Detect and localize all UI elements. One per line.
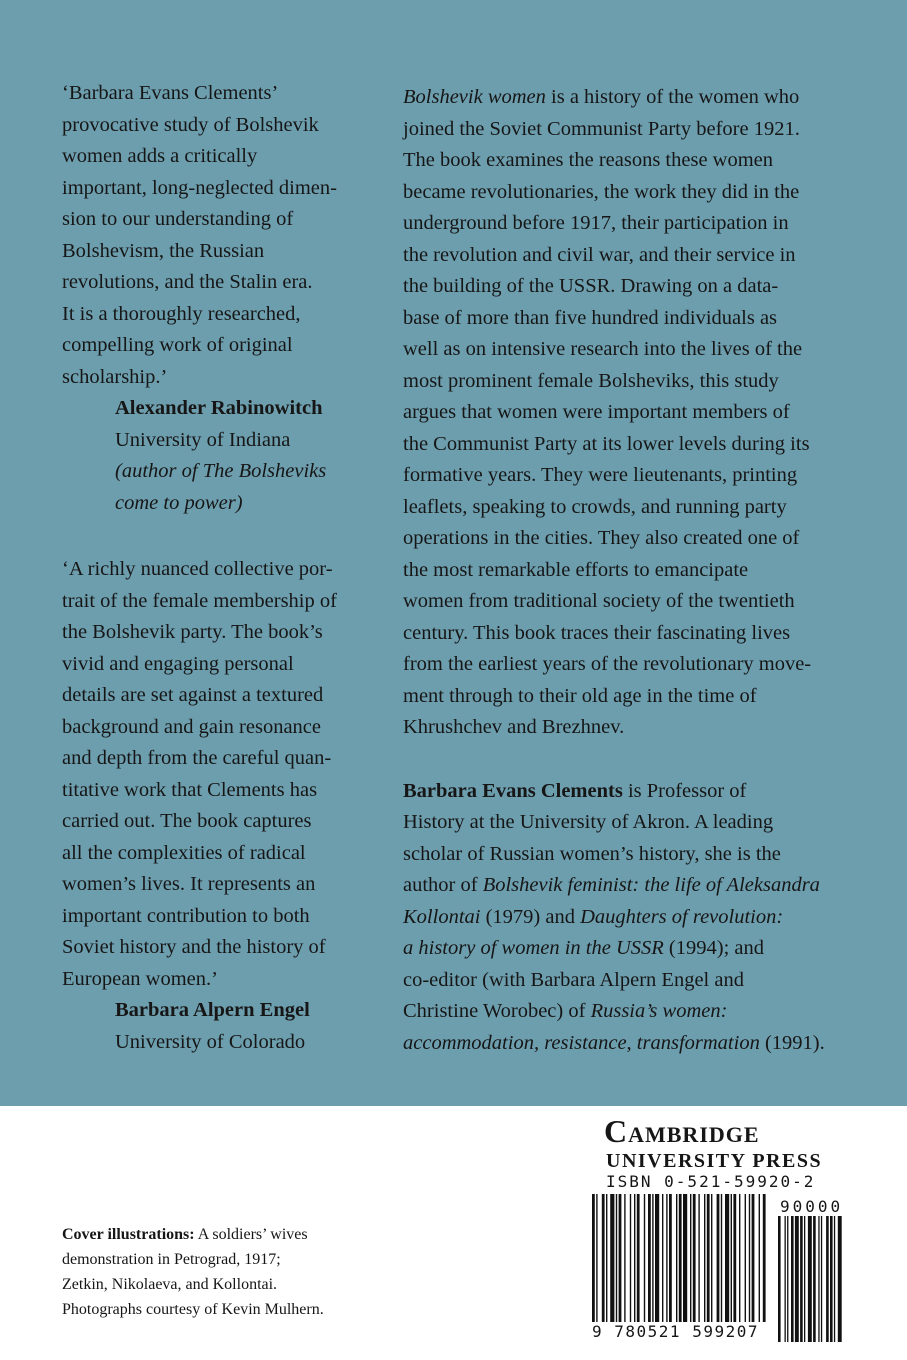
quote-line: important contribution to both (62, 904, 310, 927)
quote-line: the Bolshevik party. The book’s (62, 621, 323, 643)
desc-line: base of more than five hundred individuals as (403, 306, 778, 329)
desc-line: argues that women were important members of (403, 401, 790, 423)
desc-line: Bolshevik women is a history of the women who (403, 86, 800, 108)
desc-line: ment through to their old age in the time of (403, 684, 757, 707)
barcode-bar (759, 1194, 760, 1322)
barcode-bar (619, 1194, 622, 1322)
quote-line: carried out. The book captures (62, 810, 312, 832)
addon-bar (830, 1216, 833, 1342)
barcode-bar (602, 1194, 605, 1322)
addon-bar (826, 1216, 829, 1342)
quote-line: ‘A richly nuanced collective por- (62, 558, 333, 580)
barcode-bar (637, 1194, 640, 1322)
quote-line: revolutions, and the Stalin era. (62, 271, 313, 293)
desc-line: underground before 1917, their participation in (403, 212, 789, 234)
credit-line: Cover illustrations: A soldiers’ wives (62, 1226, 308, 1243)
barcode-bar (669, 1194, 672, 1322)
quote-line: important, long-neglected dimen- (62, 176, 337, 199)
quote-rabinowitch (62, 78, 382, 519)
addon-bar (791, 1216, 794, 1342)
barcode-bar (648, 1194, 651, 1322)
bio-line: Kollontai (1979) and Daughters of revolution: (403, 905, 784, 928)
quote-line: Soviet history and the history of (62, 936, 326, 958)
addon-bar (818, 1216, 819, 1342)
desc-line: the revolution and civil war, and their service in (403, 243, 796, 266)
desc-line: leaflets, speaking to crowds, and running party (403, 495, 787, 518)
isbn-label: ISBN 0-521-59920-2 (606, 1172, 816, 1191)
bio-line: co-editor (with Barbara Alpern Engel and (403, 968, 744, 991)
barcode-bar (711, 1194, 712, 1322)
barcode-bar (624, 1194, 625, 1322)
publisher-name: Cambridge (604, 1113, 760, 1149)
bio-line: scholar of Russian women’s history, she is the (403, 842, 781, 865)
barcode-number: 9 780521 599207 (592, 1322, 759, 1341)
quote-affiliation: University of Colorado (115, 1030, 306, 1053)
credit-line: Photographs courtesy of Kevin Mulhern. (62, 1301, 324, 1318)
quote-line: provocative study of Bolshevik (62, 113, 319, 136)
desc-line: joined the Soviet Communist Party before 1921. (403, 117, 800, 140)
quote-note: come to power) (115, 491, 243, 514)
desc-line: The book examines the reasons these women (403, 149, 774, 171)
desc-line: the most remarkable efforts to emancipate (403, 558, 749, 581)
desc-line: the Communist Party at its lower levels during its (403, 432, 810, 455)
barcode-bar (690, 1194, 691, 1322)
quote-author: Barbara Alpern Engel (115, 999, 310, 1021)
quote-line: trait of the female membership of (62, 589, 337, 612)
barcode-bar (666, 1194, 667, 1322)
desc-line: well as on intensive research into the lives of the (403, 338, 803, 360)
quote-line: women’s lives. It represents an (62, 873, 316, 895)
quote-engel (62, 554, 382, 1058)
barcode-bar (606, 1194, 607, 1322)
barcode-bar (717, 1194, 720, 1322)
quote-line: background and gain resonance (62, 715, 321, 738)
quote-affiliation: University of Indiana (115, 428, 291, 451)
publisher-subtitle: UNIVERSITY PRESS (606, 1150, 823, 1172)
credit-line: Zetkin, Nikolaeva, and Kollontai. (62, 1276, 278, 1293)
barcode-bar (725, 1194, 729, 1322)
publisher-logo (604, 1112, 844, 1172)
addon-bar (804, 1216, 805, 1342)
endorsements-column (62, 78, 382, 1058)
quote-note: (author of The Bolsheviks (115, 460, 327, 482)
barcode-addon-number: 90000 (780, 1197, 844, 1216)
quote-line: European women.’ (62, 967, 218, 990)
quote-line: It is a thoroughly researched, (62, 302, 301, 325)
addon-bar (787, 1216, 788, 1342)
barcode-bar (610, 1194, 614, 1322)
barcode-bar (616, 1194, 617, 1322)
barcode-bar (749, 1194, 750, 1322)
bio-line: Christine Worobec) of Russia’s women: (403, 1000, 728, 1022)
desc-line: operations in the cities. They also created one of (403, 527, 800, 549)
barcode-bar (652, 1194, 653, 1322)
quote-line: women adds a critically (62, 145, 258, 167)
barcode-bar (733, 1194, 736, 1322)
barcode-bar (662, 1194, 663, 1322)
author-bio (403, 776, 873, 1060)
barcode-bar (752, 1194, 755, 1322)
quote-line: sion to our understanding of (62, 208, 294, 230)
barcode-bar (655, 1194, 659, 1322)
addon-bar (838, 1216, 842, 1342)
quote-line: titative work that Clements has (62, 778, 318, 801)
quote-line: details are set against a textured (62, 684, 324, 706)
spacer (62, 519, 382, 554)
barcode-bar (693, 1194, 696, 1322)
quote-line: compelling work of original (62, 334, 293, 356)
credit-line: demonstration in Petrograd, 1917; (62, 1251, 281, 1268)
barcode-bar (698, 1194, 699, 1322)
barcode-bar (630, 1194, 631, 1322)
bio-line: accommodation, resistance, transformation (1991). (403, 1031, 825, 1054)
barcode-bar (745, 1194, 746, 1322)
quote-line: and depth from the careful quan- (62, 747, 332, 769)
desc-line: century. This book traces their fascinating lives (403, 621, 791, 644)
book-description (403, 82, 873, 744)
barcode-bar (739, 1194, 740, 1322)
bio-line: author of Bolshevik feminist: the life of Aleksandra (403, 874, 820, 896)
addon-bar (821, 1216, 822, 1342)
quote-line: vivid and engaging personal (62, 652, 294, 675)
desc-line: the building of the USSR. Drawing on a data- (403, 275, 779, 297)
bio-line: a history of women in the USSR (1994); and (403, 937, 764, 959)
desc-line: became revolutionaries, the work they did in the (403, 180, 800, 203)
description-column (403, 82, 873, 1059)
barcode-bar (731, 1194, 732, 1322)
quote-author: Alexander Rabinowitch (115, 397, 323, 419)
quote-line: Bolshevism, the Russian (62, 239, 265, 262)
barcode-bar (634, 1194, 635, 1322)
barcode-bar (704, 1194, 705, 1322)
bio-line: History at the University of Akron. A leading (403, 811, 774, 833)
desc-line: women from traditional society of the twentieth (403, 590, 795, 612)
barcode-bar (707, 1194, 710, 1322)
barcode-bar (679, 1194, 682, 1322)
bio-line: Barbara Evans Clements is Professor of (403, 779, 747, 802)
addon-bar (808, 1216, 812, 1342)
barcode-bar (676, 1194, 677, 1322)
desc-line: Khrushchev and Brezhnev. (403, 716, 625, 738)
addon-bar (800, 1216, 803, 1342)
desc-line: from the earliest years of the revolutionary move- (403, 653, 812, 675)
barcode-bar (763, 1194, 766, 1322)
spacer (403, 744, 873, 776)
quote-line: all the complexities of radical (62, 841, 306, 864)
barcode-bar (683, 1194, 687, 1322)
quote-line: scholarship.’ (62, 365, 168, 388)
barcode-bar (596, 1194, 597, 1322)
cover-credits (62, 1222, 382, 1322)
quote-line: ‘Barbara Evans Clements’ (62, 82, 279, 104)
barcode-bar (644, 1194, 645, 1322)
desc-line: most prominent female Bolsheviks, this study (403, 369, 779, 392)
desc-line: formative years. They were lieutenants, printing (403, 464, 798, 486)
addon-bar (785, 1216, 786, 1342)
addon-bar (778, 1216, 781, 1342)
addon-bar (795, 1216, 799, 1342)
addon-bar (834, 1216, 835, 1342)
addon-bar (813, 1216, 816, 1342)
barcode-bar (592, 1194, 595, 1322)
barcode-bar (721, 1194, 722, 1322)
